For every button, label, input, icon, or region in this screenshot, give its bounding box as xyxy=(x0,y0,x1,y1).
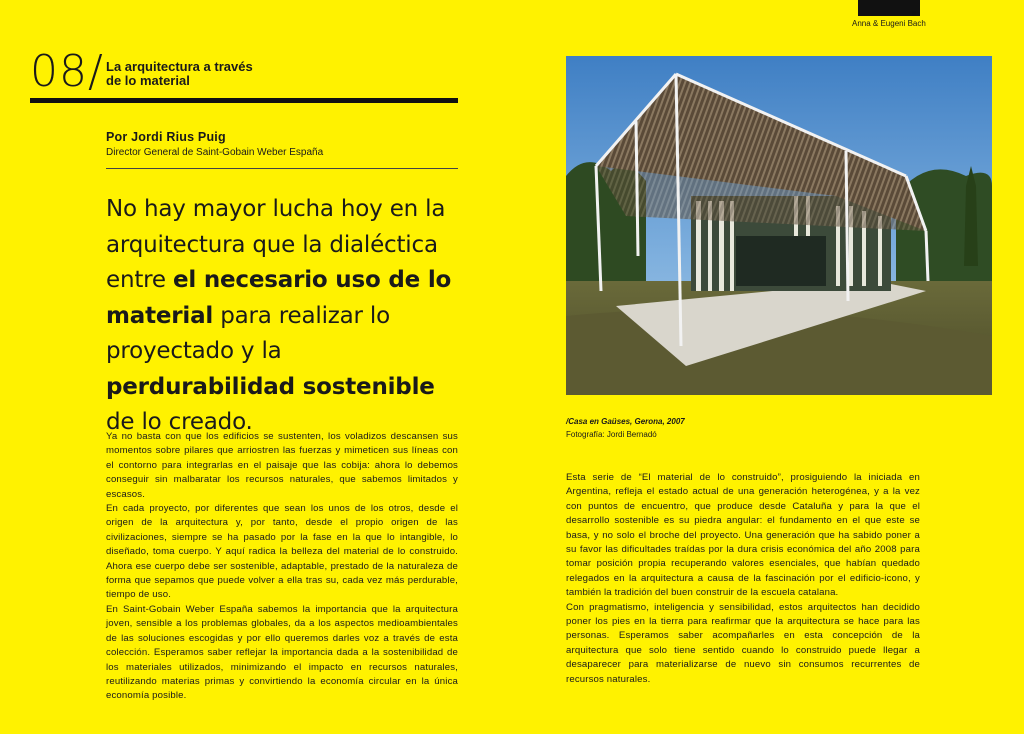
lead-bold-1: el necesario uso de lo material xyxy=(106,267,452,329)
left-body-text xyxy=(106,430,458,704)
lead-text-2: para realizar lo proyectado y la xyxy=(106,302,390,364)
author-divider xyxy=(106,168,458,169)
author-role: Director General de Saint-Gobain Weber España xyxy=(106,147,324,158)
right-body-text xyxy=(566,471,920,687)
body-paragraph: En Saint-Gobain Weber España sabemos la importancia que la arquitectura joven, sensible a los problemas globales, da a los aspectos medioambientales de las soluciones escogidas y por ello queremos darles voz a través de esta colección. Esperamos saber reflejar la importancia dada a la sostenibilidad de los materiales utilizados, minimizando el impacto en recursos naturales, reutilizando materias primas y convirtiendo la economía circular en la única economía posible. xyxy=(106,603,458,702)
lead-bold-2: perdurabilidad sostenible xyxy=(106,373,435,400)
lead-text-1: No hay mayor lucha hoy en la arquitectura que la dialéctica entre xyxy=(106,196,446,293)
section-title xyxy=(106,60,306,88)
section-title-line-2: de lo material xyxy=(106,73,190,88)
header-authors: Anna & Eugeni Bach xyxy=(852,19,926,28)
page-tab xyxy=(858,0,920,16)
lead-text-3: de lo creado. xyxy=(106,409,253,435)
section-number: 08/ xyxy=(30,46,104,97)
body-paragraph: En cada proyecto, por diferentes que sean los unos de los otros, desde el origen de la arquitectura y, por tanto, desde el propio origen de las civilizaciones, siempre se ha pasado por la fase en la que lo intangible, lo diseñado, toma cuerpo. Y aquí radica la belleza del material de lo construido. Ahora ese cuerpo debe ser sostenible, adaptable, prestado de la naturaleza de forma que sepamos que puede volver a ella tras su, cada vez más perdurable, tiempo de uso. xyxy=(106,503,458,601)
body-paragraph: Ya no basta con que los edificios se sustenten, los voladizos descansen sus momentos sobre pilares que arriostren las fuerzas y mimeticen sus líneas con el contorno para integrarlas en el paisaje que las cobija: ahora lo debemos conseguir sin malbaratar los recursos naturales, que sabemos limitados y escasos. xyxy=(106,431,458,500)
heading-rule xyxy=(30,98,458,103)
author-name: Por Jordi Rius Puig xyxy=(106,130,226,144)
lead-quote xyxy=(106,192,466,441)
section-title-line-1: La arquitectura a través xyxy=(106,59,253,74)
page-number: 9 xyxy=(912,11,916,18)
body-paragraph: Con pragmatismo, inteligencia y sensibilidad, estos arquitectos han decidido poner los pies en la tierra para reafirmar que la arquitectura se hace para las personas. Esperamos saber acompañarles en esta concepción de la arquitectura que solo tiene sentido cuando lo construido puede llegar a desaparecer para materializarse de nuevo sin consumos recurrentes de recursos naturales. xyxy=(566,601,920,685)
photo-credit: Fotografía: Jordi Bernadó xyxy=(566,430,657,439)
body-paragraph: Esta serie de “El material de lo construido”, prosiguiendo la iniciada en Argentina, refleja el estado actual de una generación heterogénea, y a la vez con puntos de encuentro, que produce desde Cataluña y para la que el desarrollo sostenible es su piedra angular: el fundamento en el que este se basa, y no solo el broche del proyecto. Una generación que ha sabido poner a su favor las dificultades traídas por la dura crisis económica del año 2008 para tomar posición propia recuperando valores esenciales, que habían quedado relegados en la arquitectura a causa de la fascinación por el edificio-icono, y también la tradición del buen construir de la escuela catalana. xyxy=(566,472,920,599)
house-photo xyxy=(566,56,992,395)
photo-caption: /Casa en Gaüses, Gerona, 2007 xyxy=(566,417,685,426)
